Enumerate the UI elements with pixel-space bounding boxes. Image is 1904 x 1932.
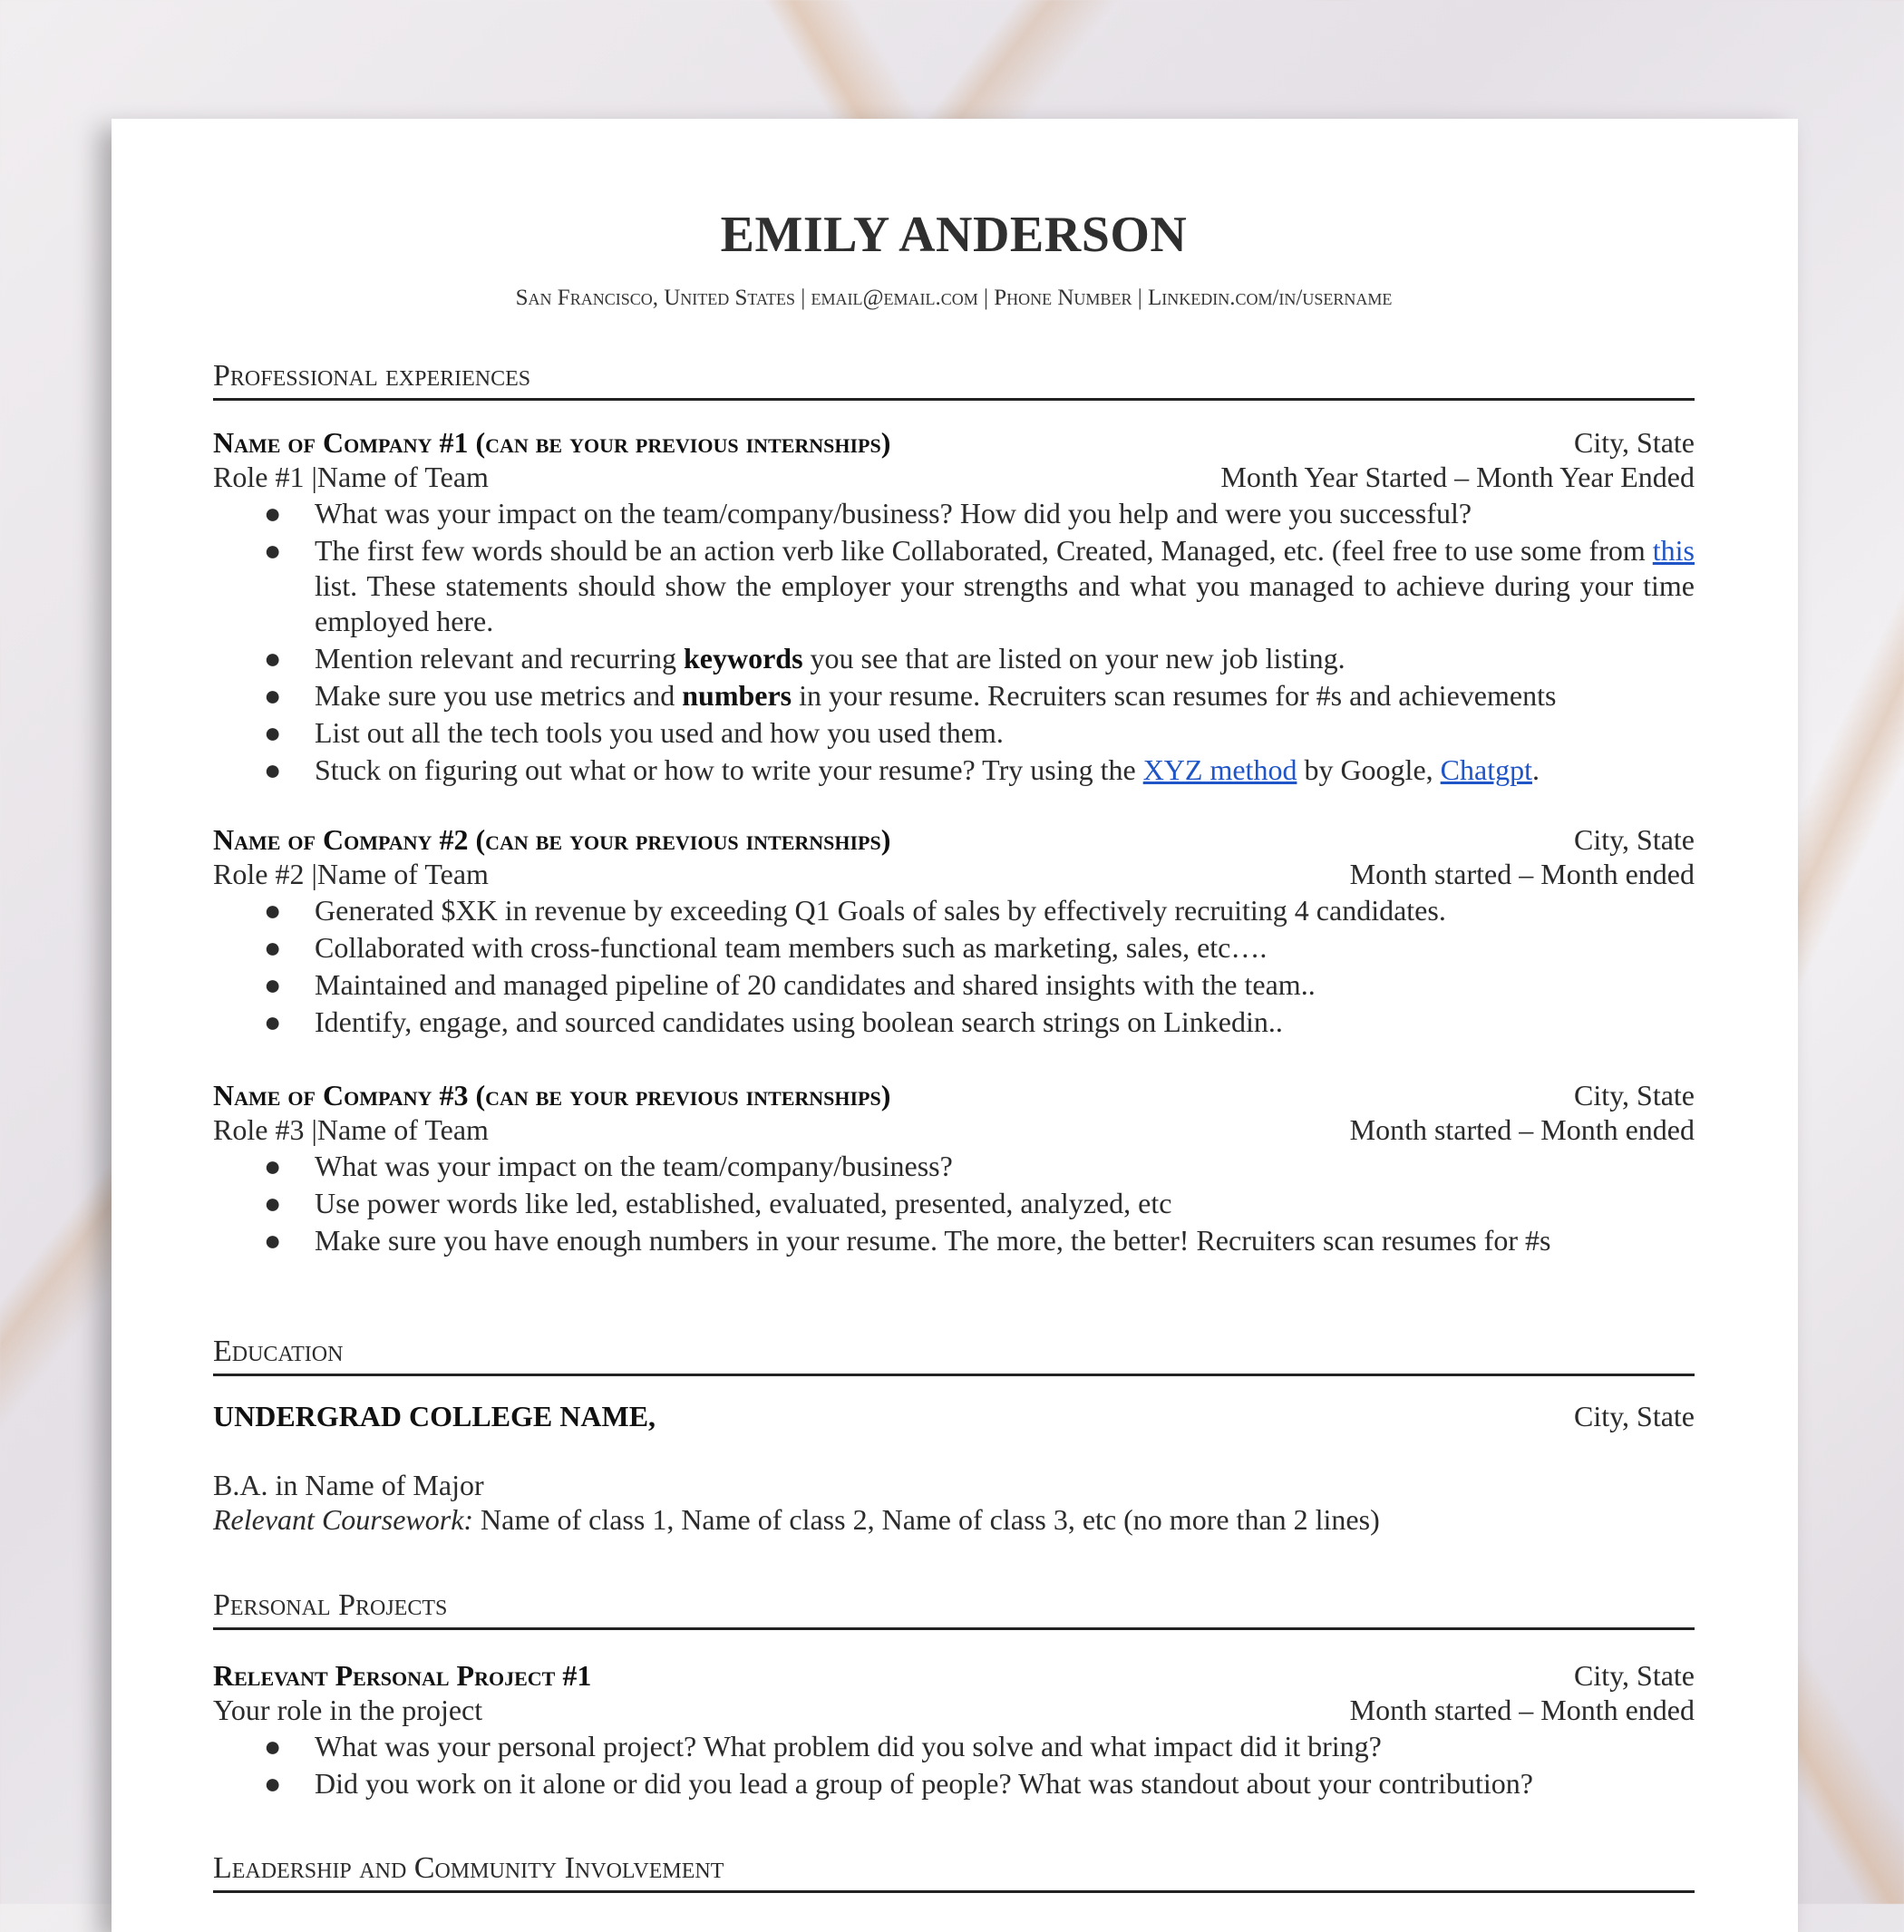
project-dates: Month started – Month ended: [1349, 1694, 1695, 1726]
list-item: ● Maintained and managed pipeline of 20 candidates and shared insights with the team..: [264, 968, 1316, 1001]
school-name: UNDERGRAD COLLEGE NAME,: [213, 1400, 656, 1432]
coursework-label: Relevant Coursework:: [213, 1503, 474, 1536]
coursework-list: Name of class 1, Name of class 2, Name of class 3, etc (no more than 2 lines): [473, 1503, 1380, 1536]
company-name: Name of Company #2 (can be your previous internships): [213, 823, 891, 856]
job-role: Role #3 |Name of Team: [213, 1113, 489, 1146]
bullet-icon: ●: [264, 642, 282, 675]
candidate-name: EMILY ANDERSON: [720, 207, 1188, 263]
job-location: City, State: [1573, 426, 1695, 459]
list-item: ● What was your personal project? What problem did you solve and what impact did it bring?: [264, 1730, 1382, 1762]
bullet-icon: ●: [264, 716, 282, 749]
bullet-icon: ●: [264, 1005, 282, 1038]
job-role: Role #1 |Name of Team: [213, 461, 489, 493]
job-location: City, State: [1573, 1079, 1695, 1112]
resume-page: EMILY ANDERSON San Francisco, United States | email@email.com | Phone Number | Linkedin.com/in/username Professional experiences Name of Company #1 (can be your previous internships) City, State Role #1 |Name of Team Month Year Started – Month Year Ended ● What was your impact on the team/company/business? How did you help and were you successful? ● The first few words should be an action verb like Collaborated, Created, Managed, etc. (feel free to use some from this list. These statements should show the employer your strengths and what you managed to achieve during your time employed here. ● Mention relevant and recurring keywords you see that are listed on your new job listing. ● Make sure you use metrics and numbers in your resume. Recruiters scan resumes for #s and achievements ● List out all the tech tools you used and how you used them. ● Stuck on figuring out what or how to write your resume? Try using the XYZ method by Google, Chatgpt. Name of Company #2 (can be your previous internships) City, State Role #2 |Name of Team Month started – Month ended ● Generated $XK in revenue by exceeding Q1 Goals of sales by effectively recruiting 4 candidates. ● Collaborated with cross-functional team members such as marketing, sales, etc…. ● Maintained and managed pipeline of 20 candidates and shared insights with the team.. ● Identify, engage, and sourced candidates using boolean search strings on Linkedin.. Name of Company #3 (can be your previous internships) City, State Role #3 |Name of Team Month started – Month ended ● What was your impact on the team/company/business? ● Use power words like led, established, evaluated, presented, analyzed, etc ● Make sure you have enough numbers in your resume. The more, the better! Recruiters scan resumes for #s Education UNDERGRAD COLLEGE NAME, City, State B.A. in Name of Major Relevant Coursework: Name of class 1, Name of class 2, Name of class 3, etc (no more than 2 lines) Personal Projects Relevant Personal Project #1 City, State Your role in the project Month started – Month ended ● What was your personal project? What problem did you solve and what impact did it bring? ● Did you work on it alone or did you lead a group of people? What was standout about your contribution? Leadership and Community Involvement: [112, 119, 1798, 1932]
list-item: ● Identify, engage, and sourced candidates using boolean search strings on Linkedin..: [264, 1005, 1283, 1038]
project-bullets: [213, 1729, 1695, 1803]
list-item: ● Make sure you use metrics and numbers in your resume. Recruiters scan resumes for #s and achievements: [264, 679, 1557, 712]
action-verb-list-link[interactable]: this: [1652, 534, 1695, 567]
chatgpt-link[interactable]: Chatgpt: [1440, 753, 1532, 786]
company-name: Name of Company #1 (can be your previous internships): [213, 426, 891, 459]
bullet-icon: ●: [264, 968, 282, 1001]
job-bullets: [213, 893, 1695, 1042]
bullet-icon: ●: [264, 1187, 282, 1219]
list-item: ● Mention relevant and recurring keywords you see that are listed on your new job listing.: [264, 642, 1345, 675]
job-dates: Month started – Month ended: [1349, 1113, 1695, 1146]
list-item: ● Make sure you have enough numbers in your resume. The more, the better! Recruiters scan resumes for #s: [264, 1224, 1551, 1257]
job-dates: Month started – Month ended: [1349, 858, 1695, 890]
bullet-icon: ●: [264, 497, 282, 529]
section-title-leadership: Leadership and Community Involvement: [213, 1850, 1695, 1893]
list-item: ● List out all the tech tools you used and how you used them.: [264, 716, 1004, 749]
list-item: ● Use power words like led, established, evaluated, presented, analyzed, etc: [264, 1187, 1172, 1219]
bullet-icon: ●: [264, 1767, 282, 1800]
section-title-education: Education: [213, 1334, 1695, 1376]
job-bullets: [213, 1149, 1695, 1260]
bullet-icon: ●: [264, 1224, 282, 1257]
bullet-icon: ●: [264, 534, 282, 567]
list-item: ● Stuck on figuring out what or how to write your resume? Try using the XYZ method by Google, Chatgpt.: [264, 753, 1540, 786]
list-item: ● Generated $XK in revenue by exceeding Q1 Goals of sales by effectively recruiting 4 candidates.: [264, 894, 1446, 927]
bullet-icon: ●: [264, 1730, 282, 1762]
project-role: Your role in the project: [213, 1694, 483, 1726]
list-item: ● The first few words should be an action verb like Collaborated, Created, Managed, etc. (feel free to use some from this list. These statements should show the employer your strengths and what you managed to achieve during your time employed here.: [264, 534, 1695, 637]
job-role: Role #2 |Name of Team: [213, 858, 489, 890]
bullet-icon: ●: [264, 679, 282, 712]
bullet-icon: ●: [264, 1150, 282, 1182]
xyz-method-link[interactable]: XYZ method: [1142, 753, 1297, 786]
list-item: ● Did you work on it alone or did you lead a group of people? What was standout about your contribution?: [264, 1767, 1533, 1800]
job-location: City, State: [1573, 823, 1695, 856]
list-item: ● What was your impact on the team/company/business? How did you help and were you successful?: [264, 497, 1472, 529]
bullet-icon: ●: [264, 931, 282, 964]
company-name: Name of Company #3 (can be your previous internships): [213, 1079, 891, 1112]
bullet-icon: ●: [264, 753, 282, 786]
school-location: City, State: [1573, 1400, 1695, 1432]
contact-line: San Francisco, United States | email@email.com | Phone Number | Linkedin.com/in/username: [515, 286, 1393, 310]
section-title-experience: Professional experiences: [213, 358, 1695, 401]
project-location: City, State: [1573, 1659, 1695, 1692]
bullet-icon: ●: [264, 894, 282, 927]
section-title-projects: Personal Projects: [213, 1587, 1695, 1630]
list-item: ● What was your impact on the team/company/business?: [264, 1150, 953, 1182]
job-dates: Month Year Started – Month Year Ended: [1220, 461, 1695, 493]
project-name: Relevant Personal Project #1: [213, 1659, 592, 1692]
job-bullets: [213, 496, 1695, 790]
list-item: ● Collaborated with cross-functional team members such as marketing, sales, etc….: [264, 931, 1268, 964]
